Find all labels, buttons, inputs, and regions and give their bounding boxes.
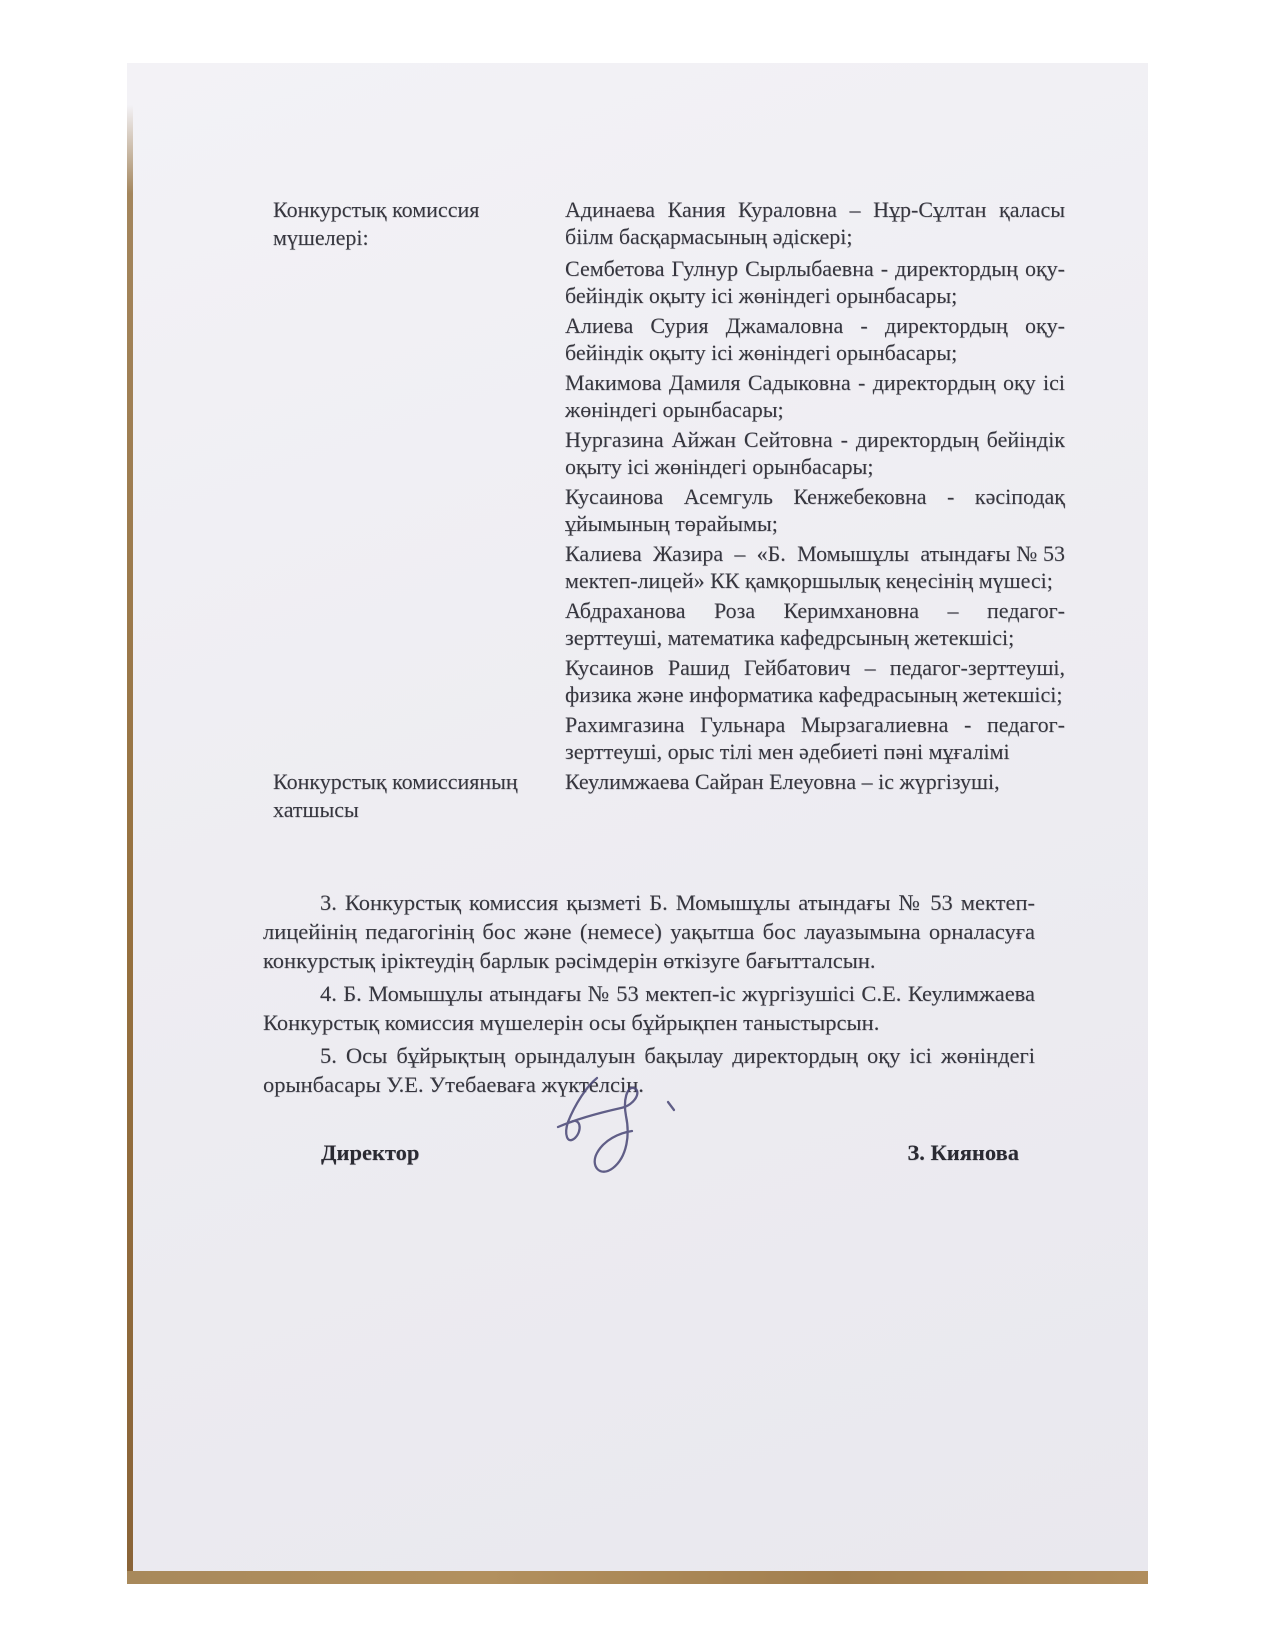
commission-row-value: Абдраханова Роза Керимхановна – педагог-зерттеуші, математика кафедрсының жетекшісі; (565, 598, 1065, 650)
commission-row-label: Конкурстық комиссияның хатшысы (273, 769, 518, 822)
commission-row-value: Кусаинова Асемгуль Кенжебековна - кәсіподақ ұйымының төрайымы; (565, 484, 1065, 536)
paper-photo (127, 63, 1148, 1584)
signatory-name: З. Киянова (907, 1140, 1019, 1165)
commission-row (273, 312, 1065, 366)
commission-row (273, 255, 1065, 309)
commission-row-label (273, 483, 565, 537)
commission-row-label (273, 597, 565, 651)
commission-row (273, 426, 1065, 480)
commission-row-value: Калиева Жазира – «Б. Момышұлы атындағы№53 мектеп-лицей» КК қамқоршылық кеңесінің мүшесі; (565, 541, 1065, 593)
commission-row-label (273, 426, 565, 480)
document-content (263, 196, 1065, 1166)
order-paragraphs (263, 888, 1035, 1099)
commission-row-label (273, 711, 565, 765)
commission-row-label (273, 654, 565, 708)
table-edge-bottom (127, 1571, 1148, 1584)
commission-row-value: Кеулимжаева Сайран Елеуовна – іс жүргізуші, (565, 769, 1000, 794)
commission-table (273, 196, 1065, 824)
order-paragraph: 5. Осы бұйрықтың орындалуын бақылау директордың оқу ісі жөніндегі орынбасары У.Е. Утебаеваға жүктелсін. (263, 1043, 1035, 1097)
commission-row-label (273, 312, 565, 366)
order-paragraph: 4. Б. Момышұлы атындағы № 53 мектеп-іс жүргізушісі С.Е. Кеулимжаева Конкурстық комиссия мүшелерін осы бұйрықпен таныстырсын. (263, 981, 1035, 1035)
commission-row (273, 540, 1065, 594)
commission-row (273, 654, 1065, 708)
commission-row-value: Адинаева Кания Кураловна – Нұр-Сұлтан қаласы біілм басқармасының әдіскері; (565, 197, 1065, 249)
commission-row (273, 483, 1065, 537)
commission-row (273, 597, 1065, 651)
commission-row-value: Нургазина Айжан Сейтовна - директордың бейіндік оқыту ісі жөніндегі орынбасары; (565, 427, 1065, 479)
signatory-role: Директор (321, 1140, 420, 1165)
commission-row-value: Кусаинов Рашид Гейбатович – педагог-зерттеуші, физика және информатика кафедрасының жетекшісі; (565, 655, 1065, 707)
commission-row-label (273, 369, 565, 423)
commission-row-label (273, 540, 565, 594)
signature-row (273, 1140, 1065, 1166)
commission-row-label (273, 255, 565, 309)
paper-left-edge (127, 105, 133, 1584)
commission-row (273, 768, 1065, 824)
commission-row (273, 711, 1065, 765)
commission-row-value: Алиева Сурия Джамаловна - директордың оқу-бейіндік оқыту ісі жөніндегі орынбасары; (565, 313, 1065, 365)
commission-row-label: Конкурстық комиссия мүшелері: (273, 197, 480, 250)
commission-row (273, 369, 1065, 423)
order-paragraph: 3. Конкурстық комиссия қызметі Б. Момышұлы атындағы № 53 мектеп-лицейінің педагогінің бос және (немесе) уақытша бос лауазымына орналасуға конкурстық іріктеудің барлык рәсімдерін өткізуге бағытталсын. (263, 890, 1035, 973)
commission-row-value: Макимова Дамиля Садыковна - директордың оқу ісі жөніндегі орынбасары; (565, 370, 1065, 422)
commission-row-value: Сембетова Гулнур Сырлыбаевна - директордың оқу- бейіндік оқыту ісі жөніндегі орынбасары; (565, 256, 1065, 308)
commission-row-value: Рахимгазина Гульнара Мырзагалиевна - педагог-зерттеуші, орыс тілі мен әдебиеті пәні мұғалімі (565, 712, 1065, 764)
commission-row (273, 196, 1065, 252)
